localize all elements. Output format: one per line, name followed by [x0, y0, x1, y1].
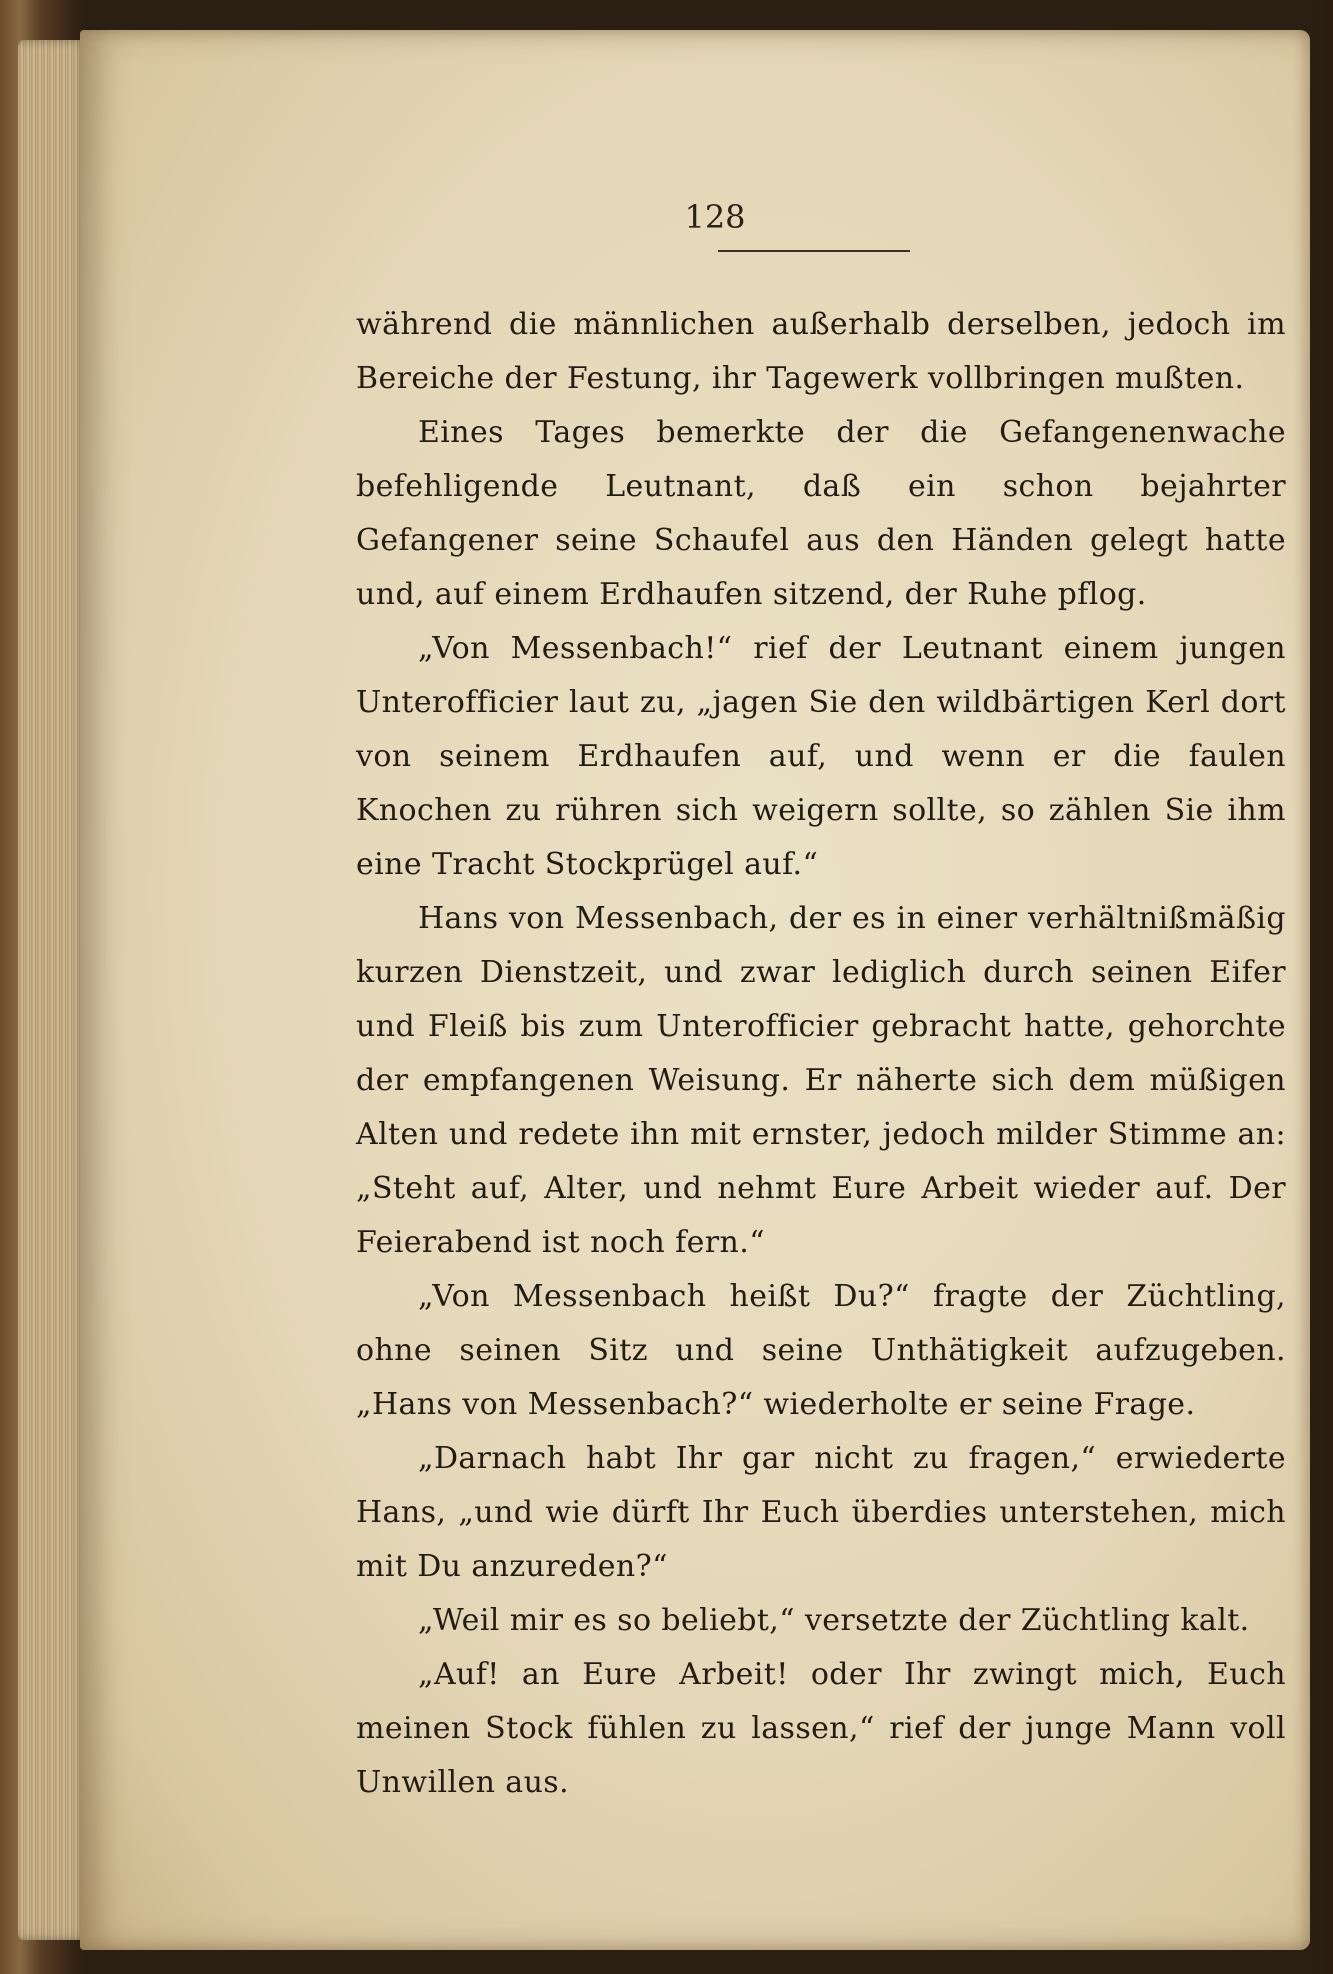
paragraph: „Auf! an Eure Arbeit! oder Ihr zwingt mich, Euch meinen Stock fühlen zu lassen,“ rief der junge Mann voll Unwillen aus.: [356, 1657, 1286, 1800]
page-text: [356, 298, 1286, 1810]
binding-shadow: [1309, 0, 1333, 1974]
page-edges: [18, 40, 88, 1940]
paragraph: während die männlichen außerhalb derselben, jedoch im Bereiche der Festung, ihr Tagewerk vollbringen mußten.: [356, 307, 1286, 396]
paragraph: „Von Messenbach heißt Du?“ fragte der Züchtling, ohne seinen Sitz und seine Unthätigkeit aufzugeben. „Hans von Messenbach?“ wiederholte er seine Frage.: [356, 1279, 1286, 1422]
paragraph: Eines Tages bemerkte der die Gefangenenwache befehligende Leutnant, daß ein schon bejahrter Gefangener seine Schaufel aus den Händen gelegt hatte und, auf einem Erdhaufen sitzend, der Ruhe pflog.: [356, 415, 1286, 612]
paragraph: Hans von Messenbach, der es in einer verhältnißmäßig kurzen Dienstzeit, und zwar lediglich durch seinen Eifer und Fleiß bis zum Unterofficier gebracht hatte, gehorchte der empfangenen Weisung. Er näherte sich dem müßigen Alten und redete ihn mit ernster, jedoch milder Stimme an: „Steht auf, Alter, und nehmt Eure Arbeit wieder auf. Der Feierabend ist noch fern.“: [356, 901, 1286, 1260]
paragraph: „Darnach habt Ihr gar nicht zu fragen,“ erwiederte Hans, „und wie dürft Ihr Euch überdies unterstehen, mich mit Du anzureden?“: [356, 1441, 1286, 1584]
page-number-rule: [718, 250, 910, 252]
paragraph: „Von Messenbach!“ rief der Leutnant einem jungen Unterofficier laut zu, „jagen Sie den wildbärtigen Kerl dort von seinem Erdhaufen auf, und wenn er die faulen Knochen zu rühren sich weigern sollte, so zählen Sie ihm eine Tracht Stockprügel auf.“: [356, 631, 1286, 882]
book-page: [80, 30, 1310, 1950]
paragraph: „Weil mir es so beliebt,“ versetzte der Züchtling kalt.: [418, 1603, 1250, 1638]
page-number: 128: [684, 198, 746, 236]
